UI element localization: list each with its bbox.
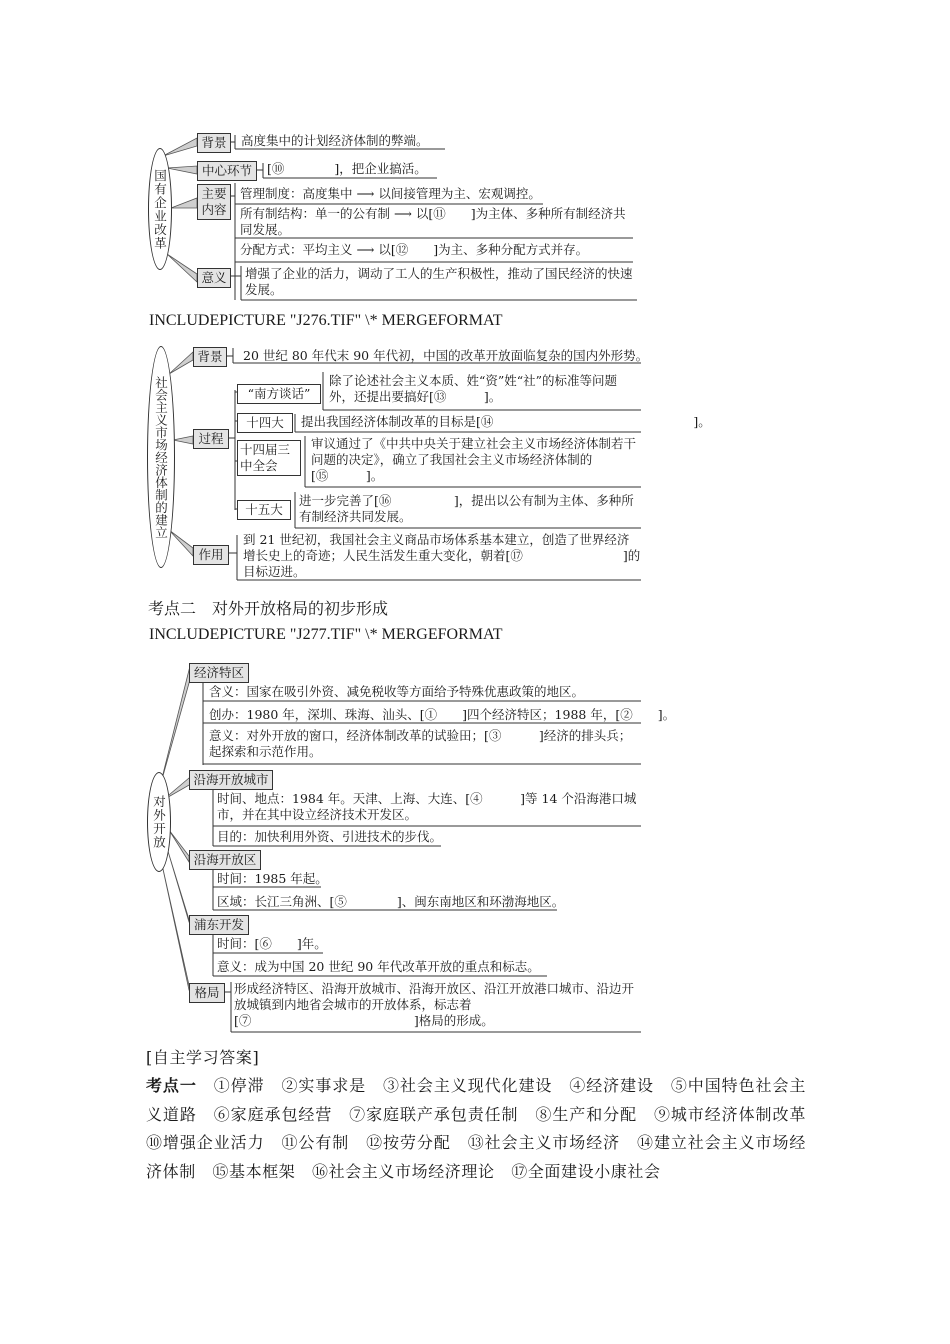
figure2-14th-congress-text: 提出我国经济体制改革的目标是[⑭ ]。 — [301, 414, 711, 429]
figure2-third-plenum-text: 审议通过了《中共中央关于建立社会主义市场经济体制若干问题的决定》，确立了我国社会主义市场经济体制的[⑮ ]。 — [311, 436, 637, 483]
figure3-coastal-zone-time: 时间：1985 年起。 — [217, 871, 328, 886]
figure2-third-plenum-label — [237, 440, 301, 476]
figure2-southern-talk-label: “南方谈话” — [237, 384, 321, 404]
figure2-effect-label: 作用 — [193, 545, 229, 565]
figure2-southern-talk-text: 除了论述社会主义本质、姓“资”姓“社”的标准等问题外，还提出要搞好[⑬ ]。 — [329, 373, 618, 404]
figure3-root-oval: 对外开放 — [147, 772, 171, 872]
figure1-core-text: [⑩ ]，把企业搞活。 — [267, 161, 427, 176]
figure3-pudong-label: 浦东开发 — [189, 915, 249, 935]
answers-lead: 考点一 — [146, 1076, 197, 1095]
figure-state-enterprise-reform — [145, 128, 645, 304]
figure3-coastal-city-label: 沿海开放城市 — [189, 770, 273, 790]
figure1-root-oval: 国有企业改革 — [148, 148, 172, 270]
figure2-14th-congress-label: 十四大 — [237, 413, 293, 433]
figure3-coastal-zone-label: 沿海开放区 — [189, 850, 261, 870]
figure3-sez-label: 经济特区 — [189, 663, 249, 683]
figure1-content-management: 管理制度：高度集中 ⟶ 以间接管理为主、宏观调控。 — [240, 186, 541, 201]
figure1-core-label: 中心环节 — [197, 161, 257, 181]
figure3-pattern-label: 格局 — [189, 983, 225, 1003]
figure1-content-label: 主要内容 — [197, 184, 231, 220]
figure2-background-label: 背景 — [193, 347, 227, 367]
figure3-sez-founding: 创办：1980 年，深圳、珠海、汕头、[① ]四个经济特区；1988 年，[② ]。 — [209, 707, 676, 722]
answers-title: [自主学习答案] — [146, 1048, 260, 1067]
figure3-pattern-text: 形成经济特区、沿海开放城市、沿海开放区、沿江开放港口城市、沿边开放城镇到内地省会城市的开放体系，标志着[⑦ ]格局的形成。 — [234, 981, 635, 1028]
figure-opening-up-pattern — [145, 660, 676, 1036]
answers-body: ①停滞 ②实事求是 ③社会主义现代化建设 ④经济建设 ⑤中国特色社会主义道路 ⑥家庭承包经营 ⑦家庭联产承包责任制 ⑧生产和分配 ⑨城市经济体制改革 ⑩增强企业活力 ⑪公有制 ⑫按劳分配 ⑬社会主义市场经济 ⑭建立社会主义市场经济体制 ⑮基本框架 ⑯社会主义市场经济理论 ⑰全面建设小康社会 — [146, 1076, 823, 1181]
figure1-content-ownership: 所有制结构：单一的公有制 ⟶ 以[⑪ ]为主体、多种所有制经济共同发展。 — [240, 206, 626, 237]
include-picture-field-2: INCLUDEPICTURE "J277.TIF" \* MERGEFORMAT — [149, 626, 503, 643]
answers-block — [146, 1072, 823, 1186]
figure1-background-text: 高度集中的计划经济体制的弊端。 — [241, 133, 429, 148]
figure3-sez-definition: 含义：国家在吸引外资、减免税收等方面给予特殊优惠政策的地区。 — [209, 684, 585, 699]
figure3-coastal-city-time: 时间、地点：1984 年。天津、上海、大连、[④ ]等 14 个沿海港口城市，并在其中设立经济技术开发区。 — [217, 791, 637, 822]
figure1-background-label: 背景 — [197, 133, 231, 153]
figure2-15th-congress-label: 十五大 — [237, 500, 291, 520]
figure2-background-text: 20 世纪 80 年代末 90 年代初，中国的改革开放面临复杂的国内外形势。 — [243, 348, 649, 363]
figure2-effect-text: 到 21 世纪初，我国社会主义商品市场体系基本建立，创造了世界经济增长史上的奇迹；人民生活发生重大变化，朝着[⑰ ]的目标迈进。 — [243, 532, 641, 579]
figure2-process-label: 过程 — [193, 429, 229, 449]
figure1-meaning-label: 意义 — [197, 268, 231, 288]
figure2-third-plenum-label-text: 十四届三中全会 — [240, 442, 291, 473]
section-heading-opening-up: 考点二 对外开放格局的初步形成 — [148, 599, 389, 618]
figure1-content-distribution: 分配方式：平均主义 ⟶ 以[⑫ ]为主、多种分配方式并存。 — [240, 242, 589, 257]
figure1-meaning-text: 增强了企业的活力，调动了工人的生产积极性，推动了国民经济的快速发展。 — [245, 266, 633, 297]
figure3-coastal-zone-region: 区域：长江三角洲、[⑤ ]、闽东南地区和环渤海地区。 — [217, 894, 565, 909]
figure3-pudong-time: 时间：[⑥ ]年。 — [217, 936, 327, 951]
figure2-15th-congress-text: 进一步完善了[⑯ ]，提出以公有制为主体、多种所有制经济共同发展。 — [299, 493, 634, 524]
figure2-root-oval: 社会主义市场经济体制的建立 — [147, 346, 175, 568]
figure3-sez-meaning: 意义：对外开放的窗口，经济体制改革的试验田；[③ ]经济的排头兵；起探索和示范作用。 — [209, 728, 632, 759]
figure-market-economy-establishment — [145, 340, 711, 585]
figure3-pudong-meaning: 意义：成为中国 20 世纪 90 年代改革开放的重点和标志。 — [217, 959, 540, 974]
figure3-coastal-city-purpose: 目的：加快利用外资、引进技术的步伐。 — [217, 829, 443, 844]
include-picture-field-1: INCLUDEPICTURE "J276.TIF" \* MERGEFORMAT — [149, 312, 503, 329]
